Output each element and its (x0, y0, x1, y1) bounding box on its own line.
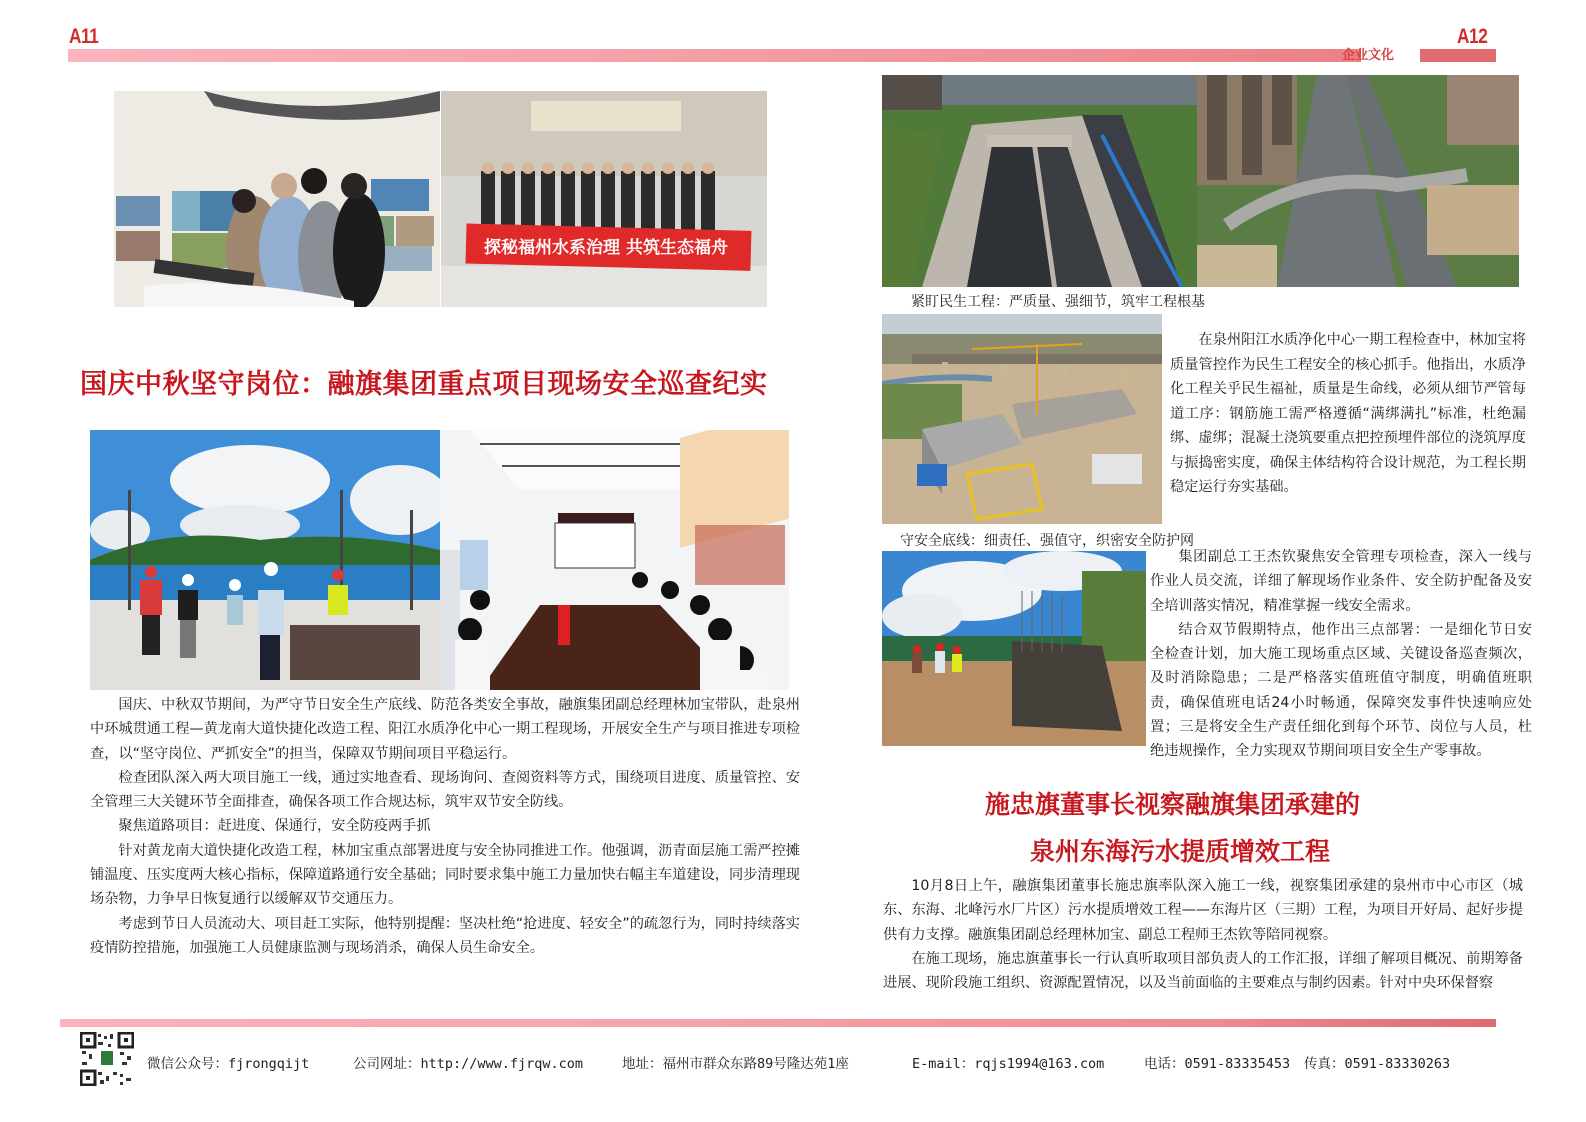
right-bottom-paragraph: 10月8日上午，融旗集团董事长施忠旗率队深入施工一线，视察集团承建的泉州市中心市区（城东、东海、北峰污水厂片区）污水提质增效工程——东海片区（三期）工程，为项目开好局、起好步提供有力支撑。融旗集团副总经理林加宝、副总工程师王杰钦等陪同视察。 (883, 878, 1523, 943)
qr-code (80, 1032, 134, 1086)
right-paragraphs-2-3 (1150, 545, 1532, 764)
qr-code-icon (80, 1032, 134, 1086)
header-band-right (1420, 49, 1496, 62)
footer-band (60, 1019, 1496, 1027)
meeting-room-photo (440, 430, 789, 690)
headline-right-line-1: 施忠旗董事长视察融旗集团承建的 (985, 790, 1361, 819)
footer-address: 地址：福州市群众东路89号隆达苑1座 (622, 1056, 849, 1072)
left-subheading: 聚焦道路项目：赶进度、保通行，安全防疫两手抓 (118, 818, 431, 835)
road-tunnel-image-icon (882, 75, 1197, 287)
exhibition-hall-image-icon (114, 91, 440, 307)
right-paragraph: 集团副总工王杰钦聚焦安全管理专项检查，深入一线与作业人员交流，详细了解现场作业条件、安全防护配备及安全培训落实情况，精准掌握一线安全需求。 (1150, 549, 1532, 614)
footer-contact-bar (147, 1052, 1450, 1072)
exhibition-hall-photo (114, 91, 440, 307)
rebar-site-image-icon (882, 551, 1146, 746)
meeting-room-image-icon (440, 430, 789, 690)
right-bottom-paragraph: 在施工现场，施忠旗董事长一行认真听取项目部负责人的工作汇报，详细了解项目概况、前期筹备进展、现阶段施工组织、资源配置情况，以及当前面临的主要难点与制约因素。针对中央环保督察 (883, 950, 1523, 992)
headline-right-line-2: 泉州东海污水提质增效工程 (1030, 837, 1331, 866)
water-plant-aerial-photo (882, 314, 1162, 524)
group-banner-photo (441, 91, 767, 307)
overpass-image-icon (1197, 75, 1519, 287)
left-paragraph: 针对黄龙南大道快捷化改造工程，林加宝重点部署进度与安全协同推进工作。他强调，沥青面层施工需严控摊铺温度、压实度两大核心指标，保障道路通行安全基础；同时要求集中施工力量加快右幅主车道建设，同步清理现场杂物，力争早日恢复通行以缓解双节交通压力。 (90, 842, 800, 908)
left-paragraph: 考虑到节日人员流动大、项目赶工实际，他特别提醒：坚决杜绝“抢进度、轻安全”的疏忽行为，同时持续落实疫情防控措施，加强施工人员健康监测与现场消杀，确保人员生命安全。 (90, 915, 800, 956)
construction-site-image-icon (90, 430, 440, 690)
left-page-number: A11 (69, 25, 99, 48)
footer-wechat: 微信公众号：fjrongqijt (147, 1056, 310, 1072)
rebar-site-photo (882, 551, 1146, 746)
photo-caption-1: 紧盯民生工程：严质量、强细节，筑牢工程根基 (911, 294, 1205, 310)
left-paragraph: 国庆、中秋双节期间，为严守节日安全生产底线、防范各类安全事故，融旗集团副总经理林加宝带队，赴泉州中环城贯通工程—黄龙南大道快捷化改造工程、阳江水质净化中心一期工程现场，开展安全生产与项目推进专项检查，以“坚守岗位、严抓安全”的担当，保障双节期间项目平稳运行。 (90, 697, 800, 762)
footer-fax: 传真：0591-83330263 (1304, 1056, 1451, 1072)
right-page-number: A12 (1457, 25, 1488, 48)
footer-phone: 电话：0591-83335453 (1144, 1056, 1291, 1072)
section-label: 企业文化 (1342, 48, 1395, 63)
footer-website[interactable]: 公司网址：http://www.fjrqw.com (353, 1056, 584, 1072)
left-paragraph: 检查团队深入两大项目施工一线，通过实地查看、现场询问、查阅资料等方式，围绕项目进度、质量管控、安全管理三大关键环节全面排查，确保各项工作合规达标，筑牢双节安全防线。 (90, 769, 800, 811)
left-article-body (90, 693, 800, 960)
group-photo-image-icon (441, 91, 767, 307)
right-article-body (883, 874, 1523, 998)
water-plant-image-icon (882, 314, 1162, 524)
overpass-aerial-photo (1197, 75, 1519, 287)
footer-email[interactable]: E-mail：rqjs1994@163.com (912, 1056, 1105, 1072)
banner-text: 探秘福州水系治理 共筑生态福舟 (484, 238, 728, 258)
construction-site-inspection-photo (90, 430, 440, 690)
right-paragraph-1 (1170, 328, 1526, 500)
headline-left: 国庆中秋坚守岗位：融旗集团重点项目现场安全巡查纪实 (80, 369, 768, 400)
right-paragraph: 结合双节假期特点，他作出三点部署：一是细化节日安全检查计划，加大施工现场重点区域、关键设备巡查频次，及时消除隐患；二是严格落实值班值守制度，明确值班职责，确保值班电话24小时畅通，保障突发事件快速响应处置；三是将安全生产责任细化到每个环节、岗位与人员，杜绝违规操作，全力实现双节期间项目安全生产零事故。 (1150, 621, 1532, 760)
right-paragraph: 在泉州阳江水质净化中心一期工程检查中，林加宝将质量管控作为民生工程安全的核心抓手。他指出，水质净化工程关乎民生福祉，质量是生命线，必须从细节严管每道工序：钢筋施工需严格遵循“满绑满扎”标准，杜绝漏绑、虚绑；混凝土浇筑要重点把控预埋件部位的浇筑厚度与振捣密实度，确保主体结构符合设计规范，为工程长期稳定运行夯实基础。 (1170, 332, 1526, 495)
header-band-left (68, 49, 1361, 62)
photo-caption-2: 守安全底线：细责任、强值守，织密安全防护网 (900, 533, 1194, 549)
road-tunnel-aerial-photo (882, 75, 1197, 287)
